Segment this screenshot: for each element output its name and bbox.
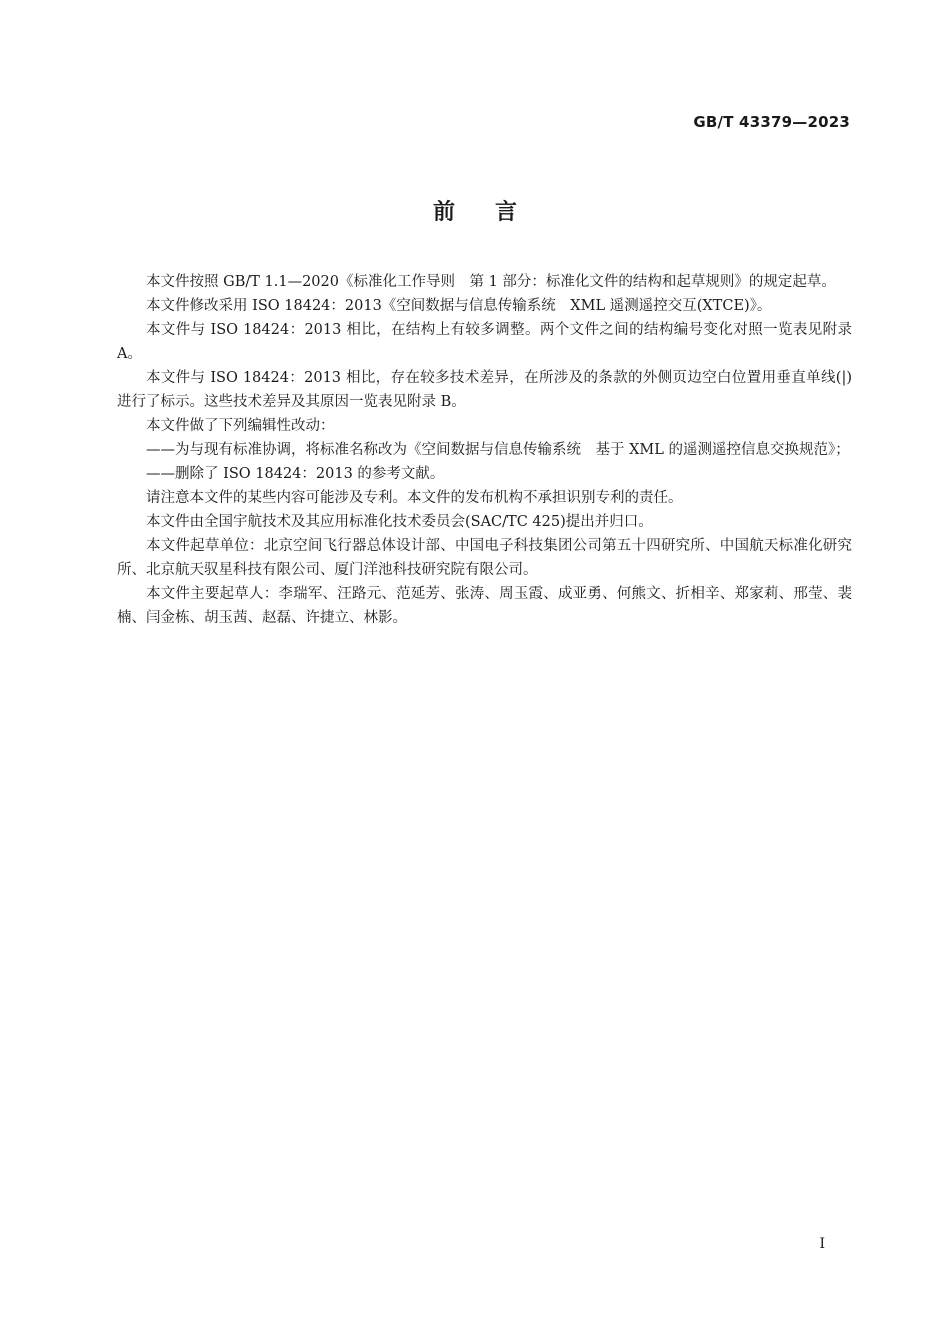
paragraph-editorial-intro: 本文件做了下列编辑性改动： bbox=[146, 418, 335, 434]
foreword-body bbox=[117, 270, 852, 630]
paragraph-structure-changes: 本文件与 ISO 18424：2013 相比，在结构上有较多调整。两个文件之间的结构编号变化对照一览表见附录 A。 bbox=[117, 322, 852, 362]
paragraph-drafting-units: 本文件起草单位：北京空间飞行器总体设计部、中国电子科技集团公司第五十四研究所、中国航天标准化研究所、北京航天驭星科技有限公司、厦门洋池科技研究院有限公司。 bbox=[117, 538, 852, 578]
page-number: I bbox=[819, 1236, 825, 1252]
paragraph-drafters: 本文件主要起草人：李瑞军、汪路元、范延芳、张涛、周玉霞、成亚勇、何熊文、折相辛、郑家莉、邢莹、裴楠、闫金栋、胡玉茜、赵磊、许捷立、林影。 bbox=[117, 586, 852, 626]
list-item-rename: ——为与现有标准协调，将标准名称改为《空间数据与信息传输系统 基于 XML 的遥测遥控信息交换规范》； bbox=[146, 442, 850, 458]
standard-number: GB/T 43379—2023 bbox=[693, 113, 850, 131]
paragraph-adoption: 本文件修改采用 ISO 18424：2013《空间数据与信息传输系统 XML 遥测遥控交互(XTCE)》。 bbox=[146, 298, 772, 314]
paragraph-committee: 本文件由全国宇航技术及其应用标准化技术委员会(SAC/TC 425)提出并归口。 bbox=[146, 514, 653, 530]
paragraph-patent-notice: 请注意本文件的某些内容可能涉及专利。本文件的发布机构不承担识别专利的责任。 bbox=[146, 490, 683, 506]
page-title: 前言 bbox=[432, 200, 557, 225]
paragraph-technical-differences: 本文件与 ISO 18424：2013 相比，存在较多技术差异，在所涉及的条款的外侧页边空白位置用垂直单线(|)进行了标示。这些技术差异及其原因一览表见附录 B。 bbox=[117, 370, 852, 410]
paragraph-drafting-rules: 本文件按照 GB/T 1.1—2020《标准化工作导则 第 1 部分：标准化文件的结构和起草规则》的规定起草。 bbox=[146, 274, 836, 290]
list-item-references-removed: ——删除了 ISO 18424：2013 的参考文献。 bbox=[146, 466, 445, 482]
